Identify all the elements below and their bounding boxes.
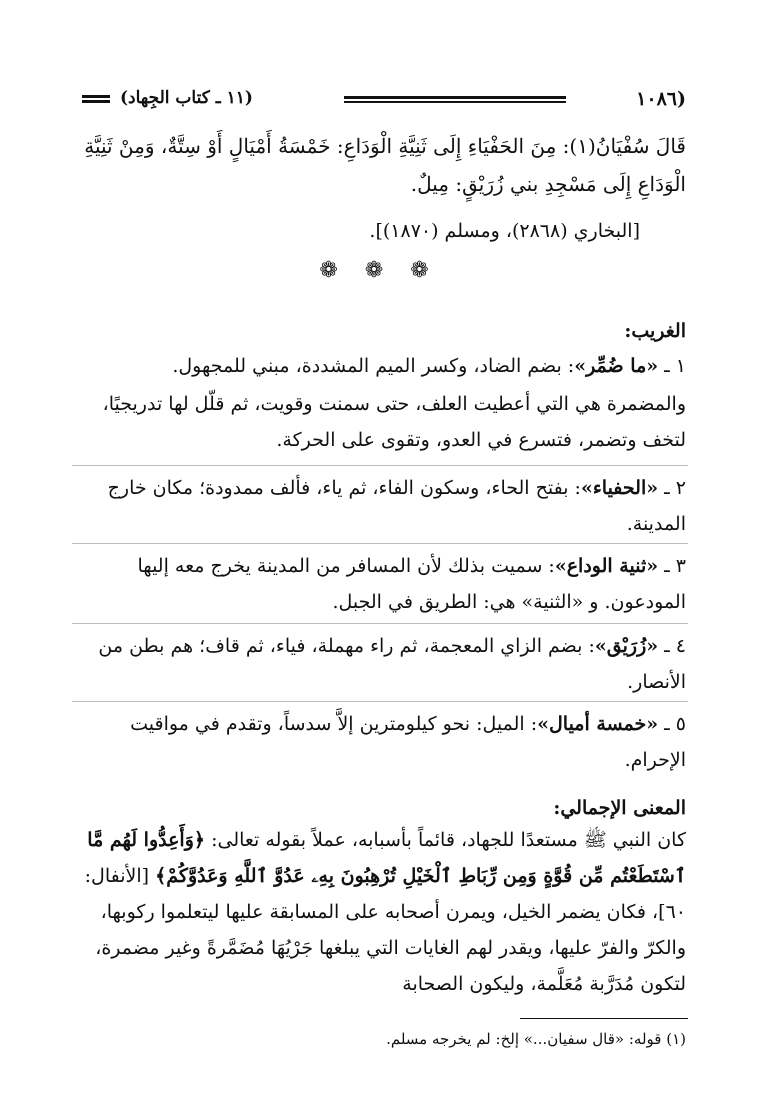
- page-header: [82, 88, 686, 114]
- gharib-item-extra: والمضمرة هي التي أعطيت العلف، حتى سمنت وقويت، ثم قلّل لها تدريجيًا، لتخف وتضمر، فتسرع في العدو، وتقوى على الحركة.: [102, 393, 686, 451]
- footnote: (١) قوله: «قال سفيان...» إلخ: لم يخرجه مسلم.: [386, 1030, 686, 1048]
- item-divider: [72, 465, 688, 466]
- maana-text: ، فكان يضمر الخيل، ويمرن أصحابه على المسابقة عليها ليتعلموا ركوبها، والكرّ والفرّ عليها، ويقدر لهم الغايات التي يبلغها جَرْيُهَا مُضَمَّرةً وغير مضمرة، لتكون مُدَرَّبة مُعَلَّمة، وليكون الصحابة: [95, 901, 686, 995]
- item-divider: [72, 701, 688, 702]
- maana-heading: المعنى الإجمالي:: [553, 797, 686, 819]
- header-rule: [344, 96, 566, 99]
- item-text: : بفتح الحاء، وسكون الفاء، ثم ياء، فألف ممدودة؛ مكان خارج المدينة.: [107, 477, 686, 535]
- gharib-item: [74, 470, 686, 542]
- maana-body: [74, 822, 686, 1002]
- hadith-text: قَالَ سُفْيَانُ(١): مِنَ الحَفْيَاءِ إِلَى ثَنِيَّةِ الْوَدَاعِ: خَمْسَةُ أَمْيَالٍ أَوْ سِتَّةٌ، وَمِنْ ثَنِيَّةِ الْوَدَاعِ إِلَى مَسْجِدِ بني زُرَيْقٍ: مِيلٌ.: [84, 134, 686, 196]
- header-rule-thin: [344, 101, 566, 103]
- gharib-item: [74, 628, 686, 700]
- gharib-heading: الغريب:: [624, 320, 686, 342]
- item-term: «الحفياء»: [580, 477, 659, 499]
- footnote-rule: [520, 1018, 688, 1019]
- item-term: «زُرَيْق»: [594, 635, 659, 657]
- item-number: ٤ ـ: [664, 635, 686, 657]
- item-number: ٢ ـ: [664, 477, 686, 499]
- item-text: : الميل: نحو كيلومترين إلاَّ سدساً، وتقدم في مواقيت الإحرام.: [130, 713, 686, 771]
- item-term: «ما ضُمِّر»: [574, 355, 659, 377]
- item-number: ٣ ـ: [664, 555, 686, 577]
- item-text: : بضم الزاي المعجمة، ثم راء مهملة، فياء، ثم قاف؛ هم بطن من الأنصار.: [98, 635, 686, 693]
- gharib-item: [74, 548, 686, 620]
- item-term: «خمسة أميال»: [537, 713, 659, 735]
- verse-reference: [الأنفال: ٦٠]: [84, 865, 686, 923]
- item-number: ١ ـ: [664, 355, 686, 377]
- item-divider: [72, 623, 688, 624]
- item-divider: [72, 543, 688, 544]
- page-number: (١٠٨٦: [636, 88, 686, 110]
- book-title: (١١ ـ كتاب الجِهاد): [120, 88, 253, 108]
- item-term: «ثنية الوداع»: [554, 555, 659, 577]
- header-mark: [82, 95, 110, 98]
- quran-verse: ﴿وَأَعِدُّوا لَهُم مَّا ٱسْتَطَعْتُم مِّن قُوَّةٍ وَمِن رِّبَاطِ ٱلْخَيْلِ تُرْهِبُونَ بِهِۦ عَدُوَّ ٱللَّهِ وَعَدُوَّكُمْ﴾: [87, 829, 686, 887]
- hadith-reference: [البخاري (٢٨٦٨)، ومسلم (١٨٧٠)].: [369, 220, 640, 242]
- item-text: : سميت بذلك لأن المسافر من المدينة يخرج معه إليها المودعون. و «الثنية» هي: الطريق في الجبل.: [137, 555, 686, 613]
- header-mark-lower: [82, 100, 110, 103]
- item-text: : بضم الضاد، وكسر الميم المشددة، مبني للمجهول.: [172, 355, 575, 377]
- separator-stars: ❁ ❁ ❁: [319, 258, 439, 283]
- gharib-item: [74, 706, 686, 778]
- maana-intro: كان النبي ﷺ مستعدًا للجهاد، قائماً بأسبابه، عملاً بقوله تعالى:: [211, 829, 686, 851]
- gharib-item: [74, 348, 686, 384]
- item-number: ٥ ـ: [664, 713, 686, 735]
